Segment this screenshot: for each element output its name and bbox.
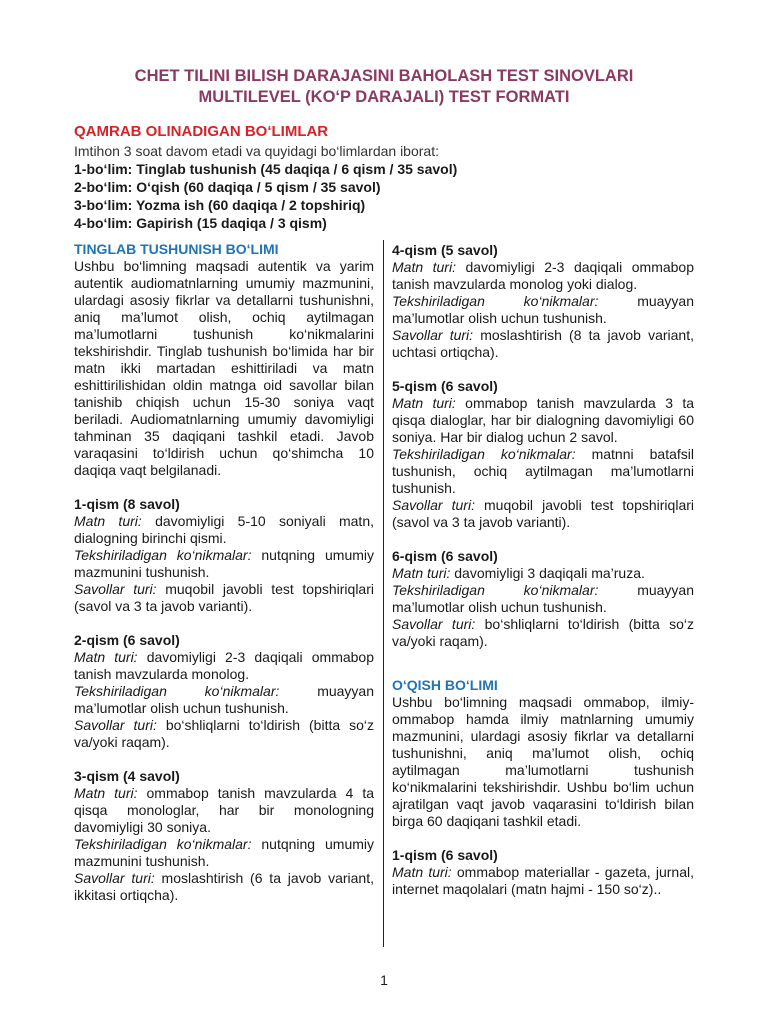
part-heading: 1-qism (8 savol) (74, 496, 180, 512)
document-title (0, 66, 768, 108)
section-item-3: 3-bo‘lim: Yozma ish (60 daqiqa / 2 topshiriq) (74, 197, 366, 213)
listening-description: Ushbu bo‘limning maqsadi autentik va yarim autentik audiomatnlarning umumiy mazmunini, ulardagi asosiy fikrlar va detallarni tushunishni, aniq ma’lumot olish, ochiq aytilmagan ma’lumotlarni tushunish ko‘nikmalarini tekshirishdir. Tinglab tushunish bo‘limida har bir matn ikki martadan eshittiriladi va matn eshittirilishidan oldin matnga oid savollar bilan tanishib chiqish uchun 15-30 soniya vaqt beriladi. Audiomatnlarning umumiy davomiyligi tahminan 35 daqiqani tashkil etadi. Javob varaqasini to‘ldirish uchun qo‘shimcha 10 daqiqa vaqt belgilanadi. (74, 258, 374, 478)
tekshir-label: Tekshiriladigan ko‘nikmalar: (74, 683, 280, 699)
part-heading: 1-qism (6 savol) (392, 847, 498, 863)
tekshir-label: Tekshiriladigan ko‘nikmalar: (392, 582, 599, 598)
tekshir-label: Tekshiriladigan ko‘nikmalar: (392, 293, 599, 309)
matn-value: davomiyligi 5-10 soniyali matn, dialogning birinchi qismi. (74, 513, 374, 546)
matn-value: davomiyligi 3 daqiqali ma’ruza. (454, 565, 645, 581)
matn-value: davomiyligi 2-3 daqiqali ommabop tanish mavzularda monolog. (74, 649, 375, 682)
listening-part-3 (74, 767, 374, 904)
part-heading: 6-qism (6 savol) (392, 548, 498, 564)
reading-description: Ushbu bo‘limning maqsadi ommabop, ilmiy-ommabop hamda ilmiy matnlarning umumiy mazmunini, ulardagi asosiy fikrlar va detallarni tushunishni, aniq ma’lumot olish, ochiq aytilmagan ma’lumotlarni tushunish ko‘nikmalarini tekshirishdir. Ushbu bo‘lim uchun ajratilgan vaqt javob vaqarasini to‘ldirish bilan birga 60 daqiqani tashkil etadi. (392, 694, 694, 829)
matn-value: ommabop materiallar - gazeta, jurnal, internet maqolalari (matn hajmi - 150 so‘z).. (392, 864, 694, 897)
tekshir-value: nutqning umumiy mazmunini tushunish. (74, 836, 374, 869)
reading-heading: O‘QISH BO‘LIMI (392, 677, 498, 693)
tekshir-value: muayyan ma’lumotlar olish uchun tushunish. (74, 683, 374, 716)
savollar-label: Savollar turi: (74, 870, 155, 886)
listening-heading: TINGLAB TUSHUNISH BO‘LIMI (74, 241, 279, 257)
savollar-value: muqobil javobli test topshiriqlari (savol va 3 ta javob varianti). (74, 581, 374, 614)
reading-part-1 (392, 846, 694, 898)
intro-lead: Imtihon 3 soat davom etadi va quyidagi bo‘limlardan iborat: (74, 143, 439, 159)
savollar-label: Savollar turi: (74, 581, 157, 597)
tekshir-label: Tekshiriladigan ko‘nikmalar: (74, 547, 252, 563)
listening-part-5 (392, 377, 694, 531)
left-column (74, 240, 374, 920)
savollar-label: Savollar turi: (74, 717, 157, 733)
title-line-2: MULTILEVEL (KO‘P DARAJALI) TEST FORMATI (198, 88, 570, 106)
listening-part-6 (392, 547, 694, 650)
section-item-2: 2-bo‘lim: O‘qish (60 daqiqa / 5 qism / 35 savol) (74, 179, 381, 195)
part-heading: 3-qism (4 savol) (74, 768, 180, 784)
section-item-4: 4-bo‘lim: Gapirish (15 daqiqa / 3 qism) (74, 215, 327, 231)
right-column (392, 241, 694, 914)
page-number: 1 (380, 972, 388, 988)
matn-label: Matn turi: (392, 565, 451, 581)
tekshir-value: matnni batafsil tushunish, ochiq aytilmagan ma’lumotlarni tushunish. (392, 446, 694, 496)
matn-label: Matn turi: (392, 395, 456, 411)
title-line-1: CHET TILINI BILISH DARAJASINI BAHOLASH TEST SINOVLARI (134, 67, 634, 85)
listening-part-1 (74, 495, 374, 615)
part-heading: 4-qism (5 savol) (392, 242, 498, 258)
tekshir-value: muayyan ma’lumotlar olish uchun tushunish. (392, 293, 694, 326)
savollar-label: Savollar turi: (392, 327, 474, 343)
matn-label: Matn turi: (74, 785, 138, 801)
part-heading: 2-qism (6 savol) (74, 632, 180, 648)
tekshir-value: nutqning umumiy mazmunini tushunish. (74, 547, 374, 580)
savollar-value: bo‘shliqlarni to‘ldirish (bitta so‘z va/yoki raqam). (392, 616, 694, 649)
matn-value: davomiyligi 2-3 daqiqali ommabop tanish mavzularda monolog yoki dialog. (392, 259, 694, 292)
savollar-label: Savollar turi: (392, 616, 476, 632)
savollar-value: moslashtirish (6 ta javob variant, ikkitasi ortiqcha). (74, 870, 374, 903)
matn-label: Matn turi: (74, 649, 138, 665)
tekshir-label: Tekshiriladigan ko‘nikmalar: (392, 446, 576, 462)
tekshir-label: Tekshiriladigan ko‘nikmalar: (74, 836, 252, 852)
savollar-value: muqobil javobli test topshiriqlari (savol va 3 ta javob varianti). (392, 497, 695, 530)
savollar-value: bo‘shliqlarni to‘ldirish (bitta so‘z va/yoki raqam). (74, 717, 374, 750)
matn-value: ommabop tanish mavzularda 3 ta qisqa dialoglar, har bir dialogning davomiyligi 60 soniya. Har bir dialog uchun 2 savol. (392, 395, 695, 445)
listening-part-4 (392, 241, 694, 361)
column-divider (383, 240, 384, 947)
savollar-value: moslashtirish (8 ta javob variant, uchtasi ortiqcha). (392, 327, 694, 360)
section-item-1: 1-bo‘lim: Tinglab tushunish (45 daqiqa / 6 qism / 35 savol) (74, 161, 458, 177)
listening-part-2 (74, 631, 374, 751)
matn-value: ommabop tanish mavzularda 4 ta qisqa monologlar, har bir monologning davomiyligi 30 soniya. (74, 785, 374, 835)
intro-section (74, 122, 714, 232)
sections-heading: QAMRAB OLINADIGAN BO‘LIMLAR (74, 123, 329, 140)
matn-label: Matn turi: (392, 864, 452, 880)
matn-label: Matn turi: (74, 513, 142, 529)
matn-label: Matn turi: (392, 259, 456, 275)
tekshir-value: muayyan ma’lumotlar olish uchun tushunish. (392, 582, 694, 615)
part-heading: 5-qism (6 savol) (392, 378, 498, 394)
savollar-label: Savollar turi: (392, 497, 475, 513)
